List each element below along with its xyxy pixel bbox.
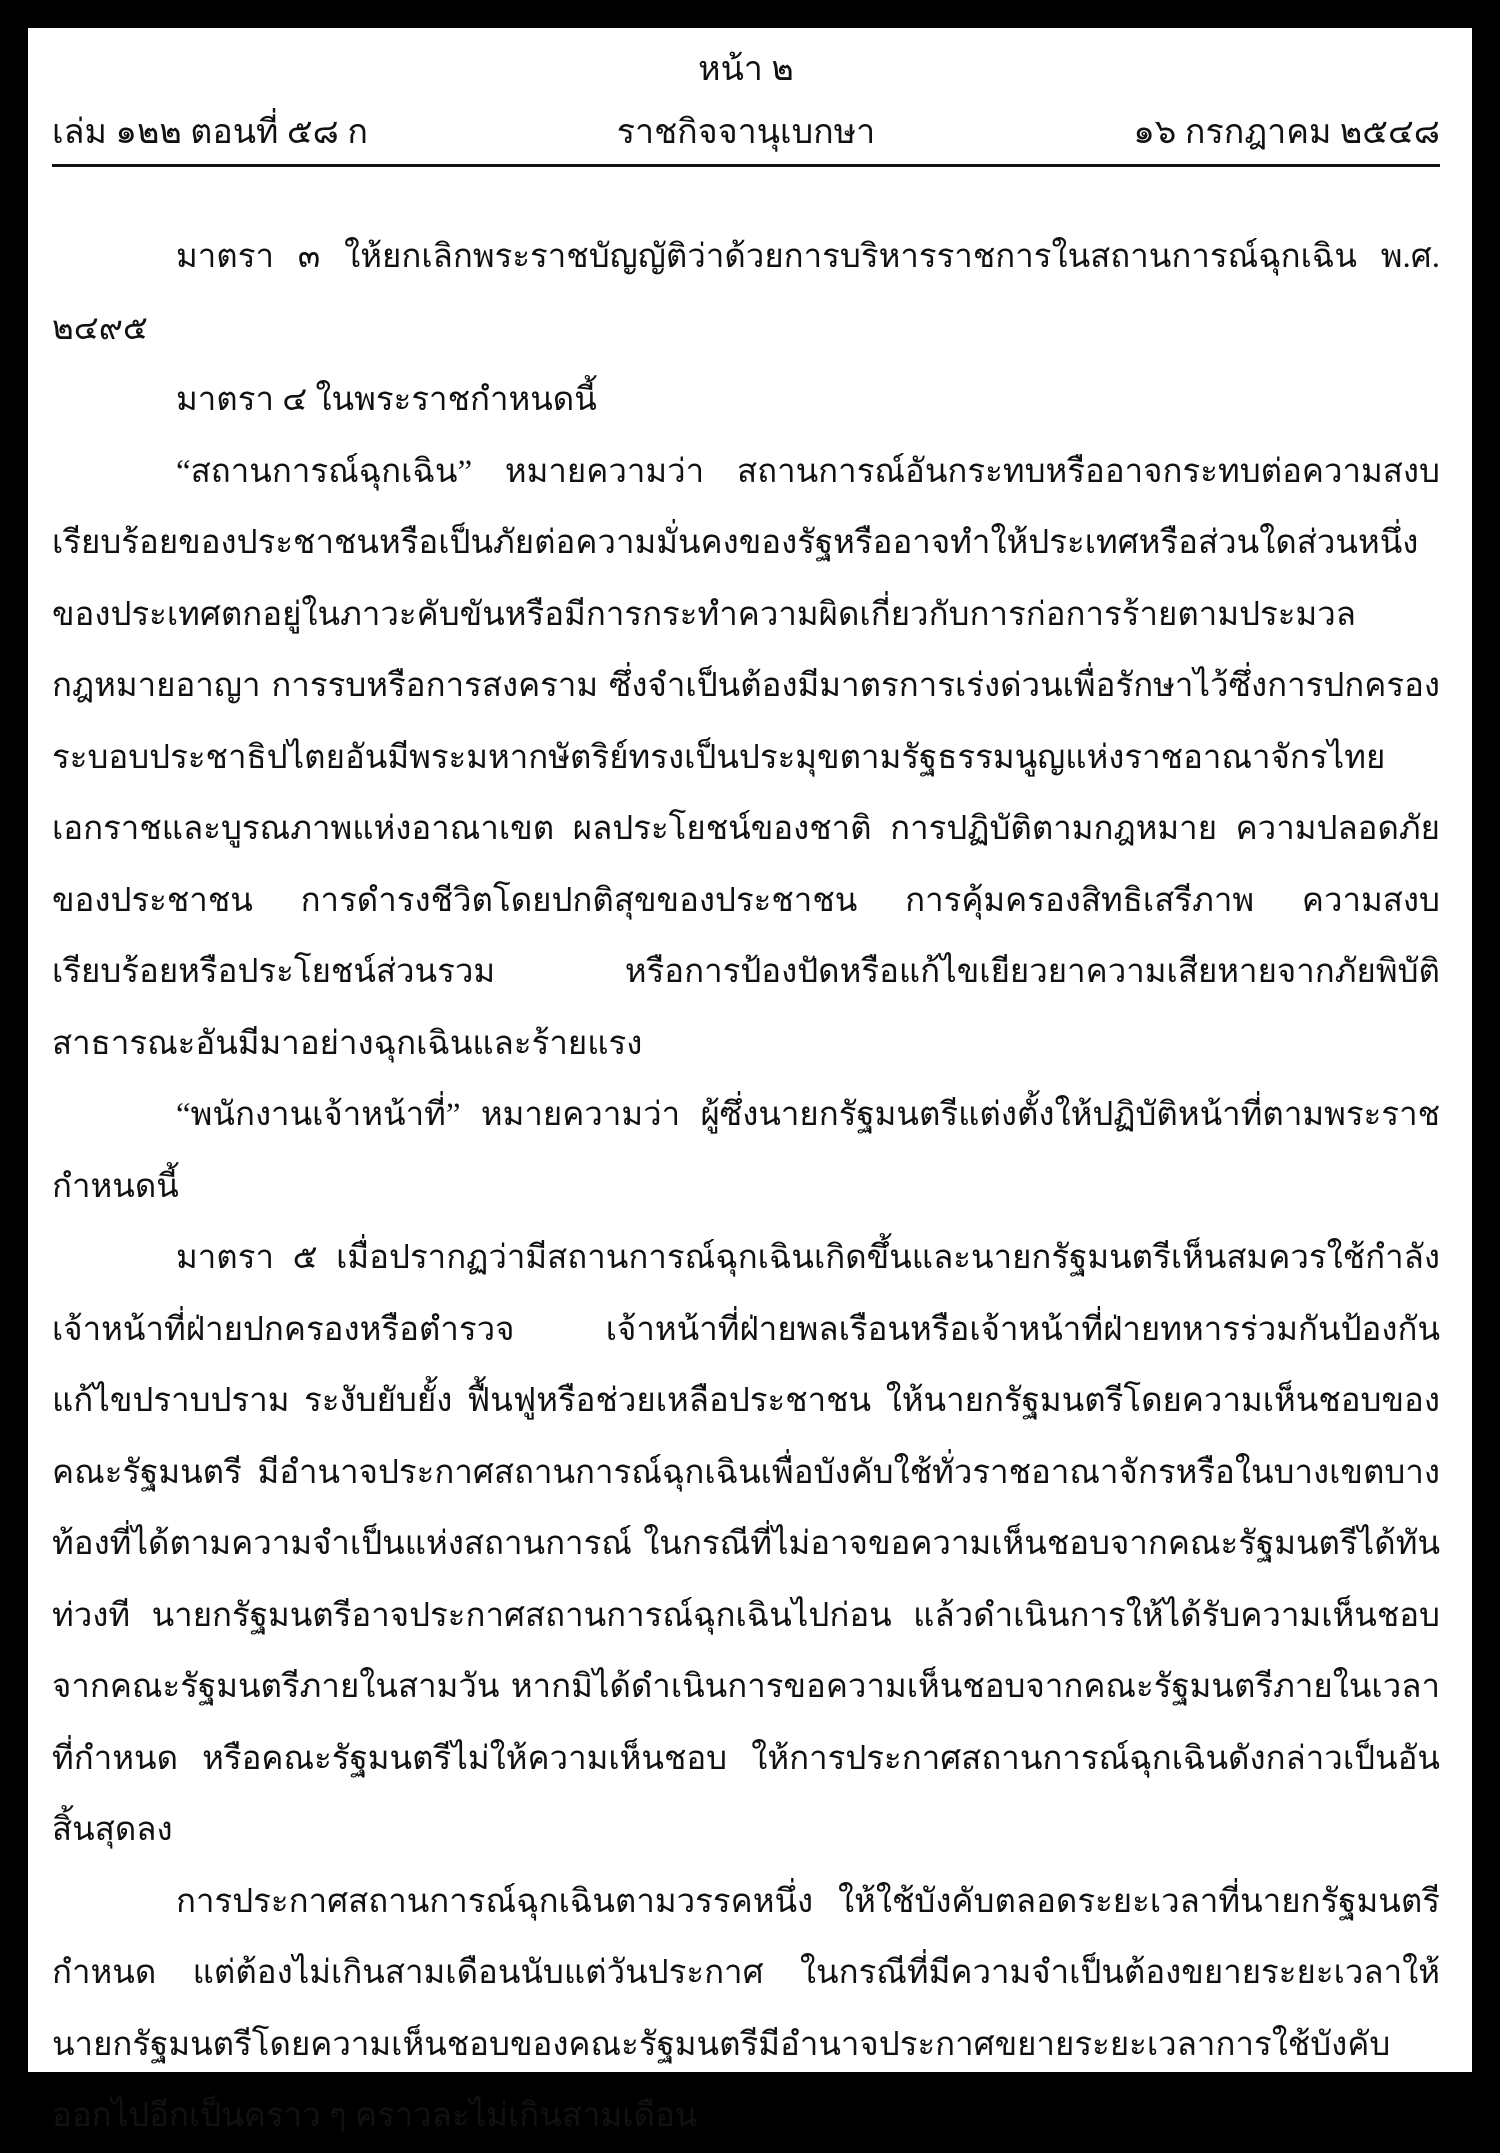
document-body	[52, 222, 1440, 2153]
emergency-definition-paragraph: “สถานการณ์ฉุกเฉิน” หมายความว่า สถานการณ์อันกระทบหรืออาจกระทบต่อความสงบเรียบร้อยของประชาชนหรือเป็นภัยต่อความมั่นคงของรัฐหรืออาจทำให้ประเทศหรือส่วนใดส่วนหนึ่งของประเทศตกอยู่ในภาวะคับขันหรือมีการกระทำความผิดเกี่ยวกับการก่อการร้ายตามประมวลกฎหมายอาญา การรบหรือการสงคราม ซึ่งจำเป็นต้องมีมาตรการเร่งด่วนเพื่อรักษาไว้ซึ่งการปกครองระบอบประชาธิปไตยอันมีพระมหากษัตริย์ทรงเป็นประมุขตามรัฐธรรมนูญแห่งราชอาณาจักรไทยเอกราชและบูรณภาพแห่งอาณาเขต ผลประโยชน์ของชาติ การปฏิบัติตามกฎหมาย ความปลอดภัยของประชาชน การดำรงชีวิตโดยปกติสุขของประชาชน การคุ้มครองสิทธิเสรีภาพ ความสงบเรียบร้อยหรือประโยชน์ส่วนรวม หรือการป้องปัดหรือแก้ไขเยียวยาความเสียหายจากภัยพิบัติสาธารณะอันมีมาอย่างฉุกเฉินและร้ายแรง	[52, 453, 1440, 1062]
publication-date: ๑๖ กรกฎาคม ๒๕๔๘	[1133, 114, 1440, 151]
section-5-paragraph: มาตรา ๕ เมื่อปรากฏว่ามีสถานการณ์ฉุกเฉินเกิดขึ้นและนายกรัฐมนตรีเห็นสมควรใช้กำลังเจ้าหน้าที่ฝ่ายปกครองหรือตำรวจ เจ้าหน้าที่ฝ่ายพลเรือนหรือเจ้าหน้าที่ฝ่ายทหารร่วมกันป้องกัน แก้ไขปราบปราม ระงับยับยั้ง ฟื้นฟูหรือช่วยเหลือประชาชน ให้นายกรัฐมนตรีโดยความเห็นชอบของคณะรัฐมนตรี มีอำนาจประกาศสถานการณ์ฉุกเฉินเพื่อบังคับใช้ทั่วราชอาณาจักรหรือในบางเขตบางท้องที่ได้ตามความจำเป็นแห่งสถานการณ์ ในกรณีที่ไม่อาจขอความเห็นชอบจากคณะรัฐมนตรีได้ทันท่วงที นายกรัฐมนตรีอาจประกาศสถานการณ์ฉุกเฉินไปก่อน แล้วดำเนินการให้ได้รับความเห็นชอบจากคณะรัฐมนตรีภายในสามวัน หากมิได้ดำเนินการขอความเห็นชอบจากคณะรัฐมนตรีภายในเวลาที่กำหนด หรือคณะรัฐมนตรีไม่ให้ความเห็นชอบ ให้การประกาศสถานการณ์ฉุกเฉินดังกล่าวเป็นอันสิ้นสุดลง	[52, 1240, 1440, 1848]
publication-name: ราชกิจจานุเบกษา	[616, 114, 876, 151]
section-5-second-paragraph: การประกาศสถานการณ์ฉุกเฉินตามวรรคหนึ่ง ให้ใช้บังคับตลอดระยะเวลาที่นายกรัฐมนตรีกำหนด แต่ต้องไม่เกินสามเดือนนับแต่วันประกาศ ในกรณีที่มีความจำเป็นต้องขยายระยะเวลาให้นายกรัฐมนตรีโดยความเห็นชอบของคณะรัฐมนตรีมีอำนาจประกาศขยายระยะเวลาการใช้บังคับออกไปอีกเป็นคราว ๆ คราวละไม่เกินสามเดือน	[52, 1883, 1440, 2134]
volume-issue: เล่ม ๑๒๒ ตอนที่ ๕๘ ก	[52, 114, 368, 151]
section-3-paragraph: มาตรา ๓ ให้ยกเลิกพระราชบัญญัติว่าด้วยการบริหารราชการในสถานการณ์ฉุกเฉิน พ.ศ. ๒๔๙๕	[52, 239, 1440, 347]
section-4-paragraph: มาตรา ๔ ในพระราชกำหนดนี้	[176, 382, 597, 418]
official-definition-paragraph: “พนักงานเจ้าหน้าที่” หมายความว่า ผู้ซึ่งนายกรัฐมนตรีแต่งตั้งให้ปฏิบัติหน้าที่ตามพระราชกำหนดนี้	[52, 1097, 1440, 1205]
header-row	[52, 113, 1440, 153]
document-page	[28, 28, 1472, 2134]
page-number: หน้า ๒	[698, 51, 794, 88]
header-divider	[52, 164, 1440, 167]
